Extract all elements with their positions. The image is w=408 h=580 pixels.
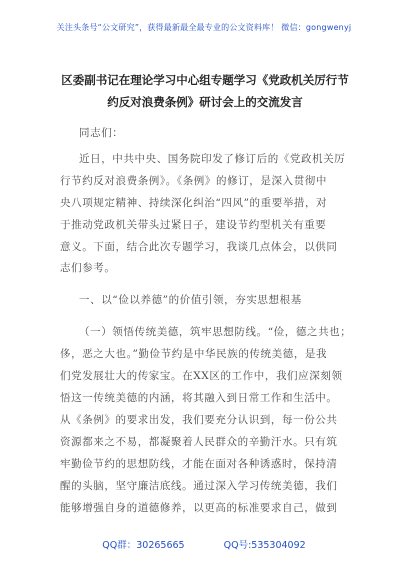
footer bbox=[0, 537, 408, 551]
body-line: 资源都来之不易，都凝聚着人民群众的辛勤汗水。只有筑 bbox=[60, 436, 338, 448]
section-heading: 一、以“俭以养德”的价值引领，夯实思想根基 bbox=[79, 294, 302, 306]
body-line: 意义。下面，结合此次专题学习，我谈几点体会，以供同 bbox=[60, 241, 338, 253]
body-line: 悟这一传统美德的内涵，将其融入到日常工作和生活中。 bbox=[60, 392, 338, 404]
body-line: 行节约反对浪费条例》。《条例》的修订，是深入贯彻中 bbox=[60, 175, 327, 187]
body-line: 央八项规定精神、持续深化纠治“四风”的重要举措，对 bbox=[60, 197, 328, 209]
body-line: 牢勤俭节约的思想防线，才能在面对各种诱惑时，保持清 bbox=[60, 458, 338, 470]
promo-header: 关注头条号“公文研究”，获得最新最全最专业的公文资料库！ 微信：gongwenyj bbox=[56, 23, 352, 32]
body-line: （一）领悟传统美德，筑牢思想防线。“俭，德之共也； bbox=[79, 326, 352, 338]
body-line: 于推动党政机关带头过紧日子，建设节约型机关有重要 bbox=[60, 219, 327, 231]
qq-group: QQ群：30265665 bbox=[102, 540, 185, 551]
salutation: 同志们： bbox=[79, 127, 124, 139]
document-title-line-2: 约反对浪费条例》研讨会上的交流发言 bbox=[107, 95, 303, 109]
body-line: 能够增强自身的道德修养，以更高的标准要求自己，做到 bbox=[60, 502, 338, 514]
body-line: 从《条例》的要求出发，我们要充分认识到，每一份公共 bbox=[60, 414, 338, 426]
body-line: 们党发展壮大的传家宝。在XX区的工作中，我们应深刻领 bbox=[60, 370, 343, 382]
body-line: 近日，中共中央、国务院印发了修订后的《党政机关厉 bbox=[79, 153, 346, 165]
body-line: 侈，恶之大也。”勤俭节约是中华民族的传统美德，是我 bbox=[60, 348, 328, 360]
body-line: 醒的头脑，坚守廉洁底线。通过深入学习传统美德，我们 bbox=[60, 480, 338, 492]
body-line: 志们参考。 bbox=[60, 262, 116, 274]
document-title-line-1: 区委副书记在理论学习中心组专题学习《党政机关厉行节 bbox=[61, 73, 349, 87]
qq-number: QQ号:535304092 bbox=[223, 540, 306, 551]
